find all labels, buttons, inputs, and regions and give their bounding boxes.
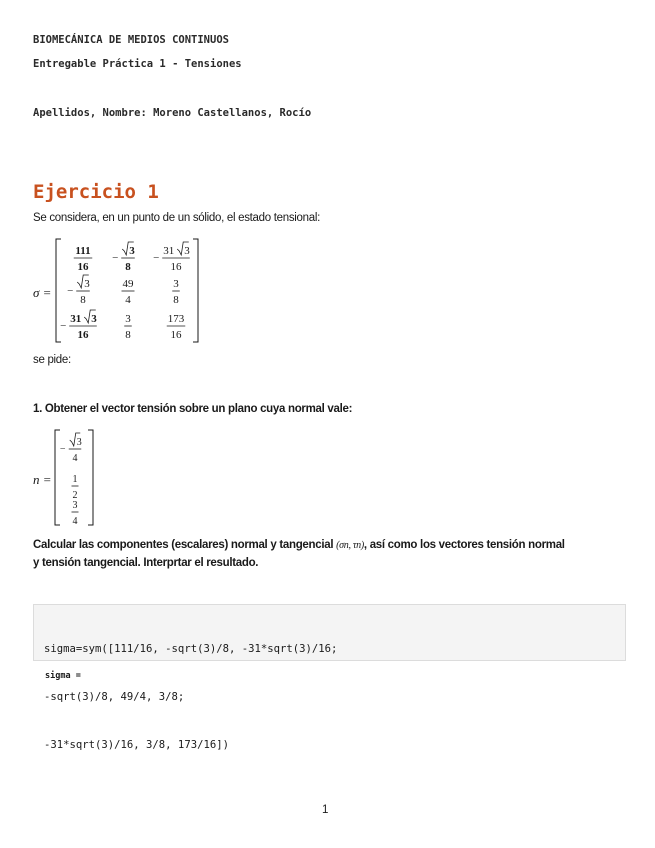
denominator: 4 — [125, 294, 131, 306]
numerator: 173 — [167, 313, 185, 325]
matrix-entry — [167, 313, 186, 341]
matrix-entry — [172, 278, 180, 306]
radicand: 3 — [129, 245, 135, 257]
calc-text-b: , así como los vectores tensión normal — [363, 539, 565, 551]
normal-vector — [50, 428, 110, 528]
matrix-entry — [122, 278, 135, 306]
code-output-label: sigma = — [45, 671, 81, 681]
minus-sign: − — [153, 252, 160, 264]
denominator: 8 — [173, 294, 179, 306]
minus-sign: − — [60, 320, 67, 332]
denominator: 8 — [80, 294, 86, 306]
calc-instruction-line2: y tensión tangencial. Interprtar el resultado. — [33, 557, 259, 569]
n-label: n = — [33, 472, 52, 487]
student-name: Apellidos, Nombre: Moreno Castellanos, Rocío — [33, 107, 312, 119]
minus-sign: − — [67, 285, 74, 297]
matrix-entry — [124, 313, 132, 341]
denominator: 16 — [77, 329, 89, 341]
coefficient: 31 — [70, 313, 82, 325]
denominator: 2 — [72, 490, 78, 501]
right-bracket — [88, 430, 93, 525]
denominator: 8 — [125, 261, 131, 273]
calc-instruction-line1 — [33, 539, 565, 551]
numerator: 3 — [125, 313, 131, 325]
matrix-entry — [72, 474, 79, 501]
code-block[interactable] — [33, 604, 626, 751]
denominator: 8 — [125, 329, 131, 341]
code-line: -31*sqrt(3)/16, 3/8, 173/16]) — [44, 739, 229, 751]
calc-text-a: Calcular las componentes (escalares) normal y tangencial — [33, 539, 334, 551]
matrix-entry — [60, 433, 82, 464]
numerator: 3 — [72, 500, 78, 511]
radicand: 3 — [91, 313, 97, 325]
matrix-entry — [74, 245, 93, 273]
minus-sign: − — [112, 252, 119, 264]
exercise-title: Ejercicio 1 — [33, 181, 159, 203]
page-number: 1 — [322, 804, 329, 816]
denominator: 4 — [72, 516, 78, 527]
matrix-entry — [153, 242, 190, 273]
matrix-entry — [112, 242, 135, 273]
right-bracket — [193, 239, 198, 342]
sigma-label: σ = — [33, 285, 52, 300]
matrix-entry — [60, 310, 97, 341]
sigma-matrix — [50, 236, 210, 346]
code-line: sigma=sym([111/16, -sqrt(3)/8, -31*sqrt(3)/16; — [44, 643, 338, 655]
matrix-entry — [72, 500, 79, 527]
denominator: 16 — [170, 329, 182, 341]
se-pide-text: se pide: — [33, 354, 71, 366]
minus-sign: − — [59, 444, 66, 455]
course-title: BIOMECÁNICA DE MEDIOS CONTINUOS — [33, 34, 229, 46]
code-line: -sqrt(3)/8, 49/4, 3/8; — [44, 691, 185, 703]
practice-subtitle: Entregable Práctica 1 - Tensiones — [33, 58, 242, 70]
radicand: 3 — [184, 245, 190, 257]
numerator: 3 — [173, 278, 179, 290]
denominator: 16 — [170, 261, 182, 273]
numerator: 49 — [122, 278, 134, 290]
denominator: 4 — [72, 453, 78, 464]
numerator: 1 — [72, 474, 78, 485]
numerator: 111 — [75, 245, 91, 257]
question-1: 1. Obtener el vector tensión sobre un plano cuya normal vale: — [33, 403, 353, 415]
coefficient: 31 — [163, 245, 175, 257]
denominator: 16 — [77, 261, 89, 273]
sigma-tau-notation: (σn, τn) — [336, 540, 364, 551]
radicand: 3 — [84, 278, 90, 290]
radicand: 3 — [76, 437, 82, 448]
exercise-intro: Se considera, en un punto de un sólido, el estado tensional: — [33, 212, 320, 224]
matrix-entry — [67, 275, 90, 306]
